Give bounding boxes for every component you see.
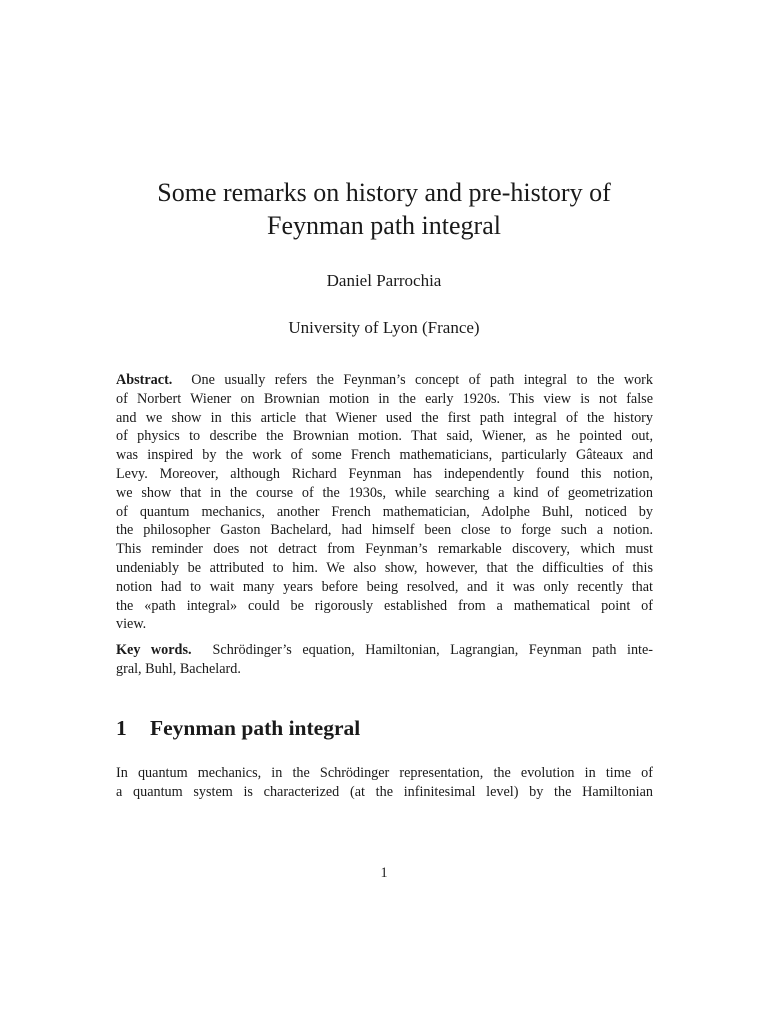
abstract: [116, 371, 653, 634]
paper-title-line-2: Feynman path integral: [267, 211, 501, 240]
abstract-line: the «path integral» could be rigorously established from a mathematical point of: [116, 597, 653, 614]
keywords: [116, 641, 653, 679]
body-paragraph: [116, 764, 653, 802]
keywords-line: [116, 641, 653, 660]
abstract-line: was inspired by the work of some French mathematicians, particularly Gâteaux and: [116, 447, 653, 464]
section-heading: [116, 714, 360, 742]
abstract-line: of physics to describe the Brownian motion. That said, Wiener, as he pointed out,: [116, 428, 653, 445]
abstract-line: we show that in the course of the 1930s, while searching a kind of geometrization: [116, 484, 653, 501]
abstract-line: [116, 371, 653, 390]
section-title: Feynman path integral: [150, 716, 361, 740]
abstract-line: the philosopher Gaston Bachelard, had himself been close to forge such a notion.: [116, 522, 653, 539]
keywords-line: gral, Buhl, Bachelard.: [116, 660, 241, 677]
body-line: In quantum mechanics, in the Schrödinger representation, the evolution in time of: [116, 765, 653, 781]
abstract-line-text: One usually refers the Feynman’s concept of path integral to the work: [191, 372, 653, 388]
abstract-line: This reminder does not detract from Feynman’s remarkable discovery, which must: [116, 541, 653, 558]
abstract-line: and we show in this article that Wiener used the first path integral of the history: [116, 409, 653, 426]
abstract-line: of Norbert Wiener on Brownian motion in the early 1920s. This view is not false: [116, 390, 653, 407]
page-number: 1: [380, 865, 388, 881]
keywords-line-text: Schrödinger’s equation, Hamiltonian, Lagrangian, Feynman path inte-: [212, 642, 654, 658]
section-number: 1: [116, 716, 127, 740]
abstract-line: of quantum mechanics, another French mathematician, Adolphe Buhl, noticed by: [116, 503, 653, 520]
abstract-line: undeniably be attributed to him. We also show, however, that the difficulties of this: [116, 559, 653, 576]
body-line: a quantum system is characterized (at the infinitesimal level) by the Hamiltonian: [116, 783, 653, 800]
abstract-line: Levy. Moreover, although Richard Feynman has independently found this notion,: [116, 465, 653, 482]
abstract-label: Abstract.: [116, 372, 173, 388]
author-name: Daniel Parrochia: [326, 271, 442, 290]
paper-title: [0, 176, 768, 242]
paper-title-line-1: Some remarks on history and pre-history of: [157, 178, 611, 207]
author-affiliation: University of Lyon (France): [288, 318, 480, 337]
keywords-label: Key words.: [116, 642, 192, 658]
abstract-line: view.: [116, 616, 147, 633]
abstract-line: notion had to wait many years before being resolved, and it was only recently that: [116, 578, 653, 595]
